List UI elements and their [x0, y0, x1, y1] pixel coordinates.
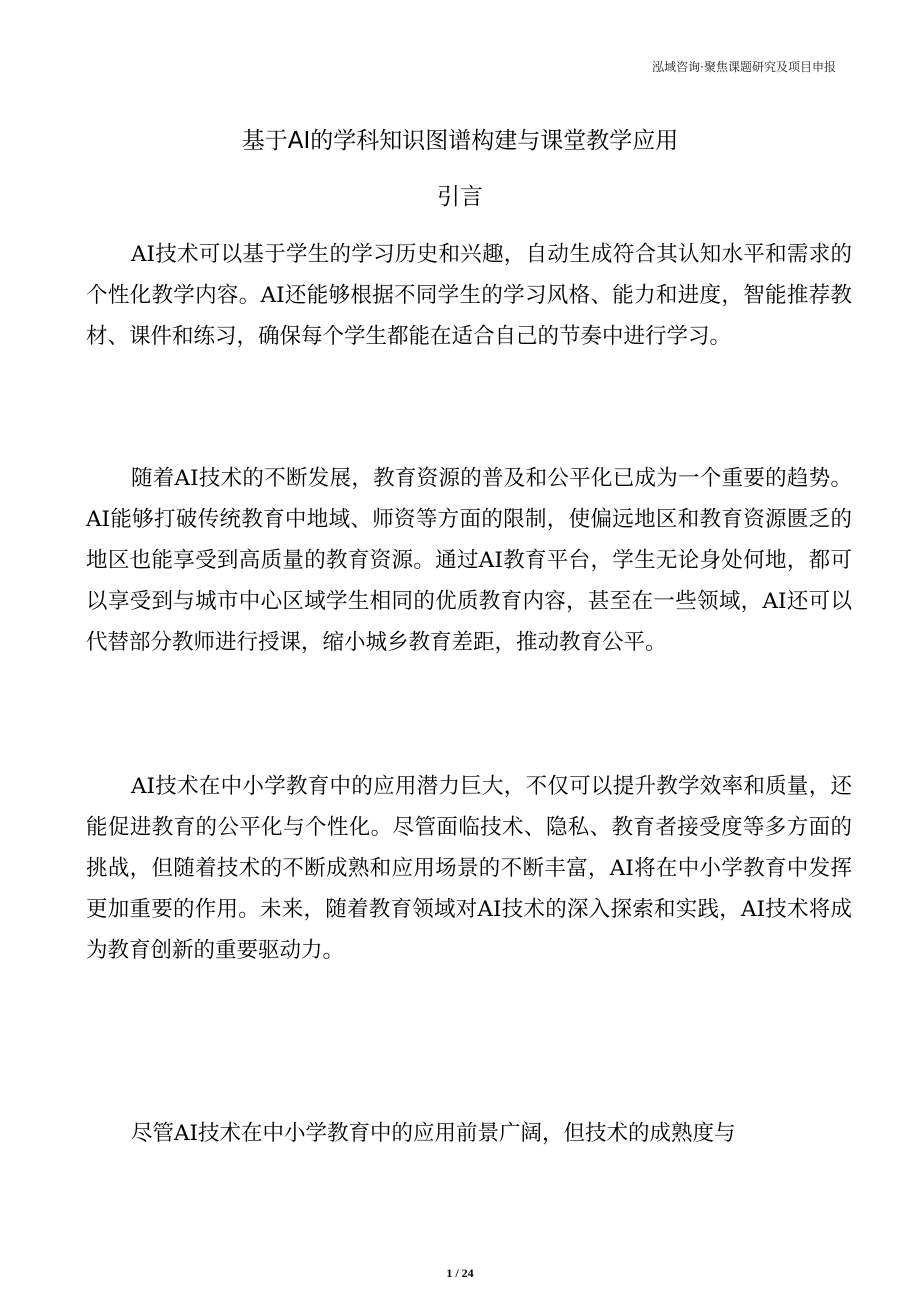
body-paragraph: 尽管AI技术在中小学教育中的应用前景广阔，但技术的成熟度与 [131, 1121, 736, 1146]
body-paragraph: AI技术在中小学教育中的应用潜力巨大，不仅可以提升教学效率和质量，还能促进教育的公平化与个性化。尽管面临技术、隐私、教育者接受度等多方面的挑战，但随着技术的不断成熟和应用场景的不断丰富，AI将在中小学教育中发挥更加重要的作用。未来，随着教育领域对AI技术的深入探索和实践，AI技术将成为教育创新的重要驱动力。 [86, 774, 852, 963]
body-paragraph: 随着AI技术的不断发展，教育资源的普及和公平化已成为一个重要的趋势。AI能够打破传统教育中地域、师资等方面的限制，使偏远地区和教育资源匮乏的地区也能享受到高质量的教育资源。通过AI教育平台，学生无论身处何地，都可以享受到与城市中心区域学生相同的优质教育内容，甚至在一些领域，AI还可以代替部分教师进行授课，缩小城乡教育差距，推动教育公平。 [86, 466, 852, 655]
document-title: 基于AI的学科知识图谱构建与课堂教学应用 [241, 128, 679, 154]
body-paragraph: AI技术可以基于学生的学习历史和兴趣，自动生成符合其认知水平和需求的个性化教学内容。AI还能够根据不同学生的学习风格、能力和进度，智能推荐教材、课件和练习，确保每个学生都能在适合自己的节奏中进行学习。 [86, 242, 852, 349]
section-heading: 引言 [437, 184, 483, 210]
page-header: 泓域咨询·聚焦课题研究及项目申报 [652, 60, 836, 74]
page-number: 1 / 24 [446, 1266, 474, 1280]
